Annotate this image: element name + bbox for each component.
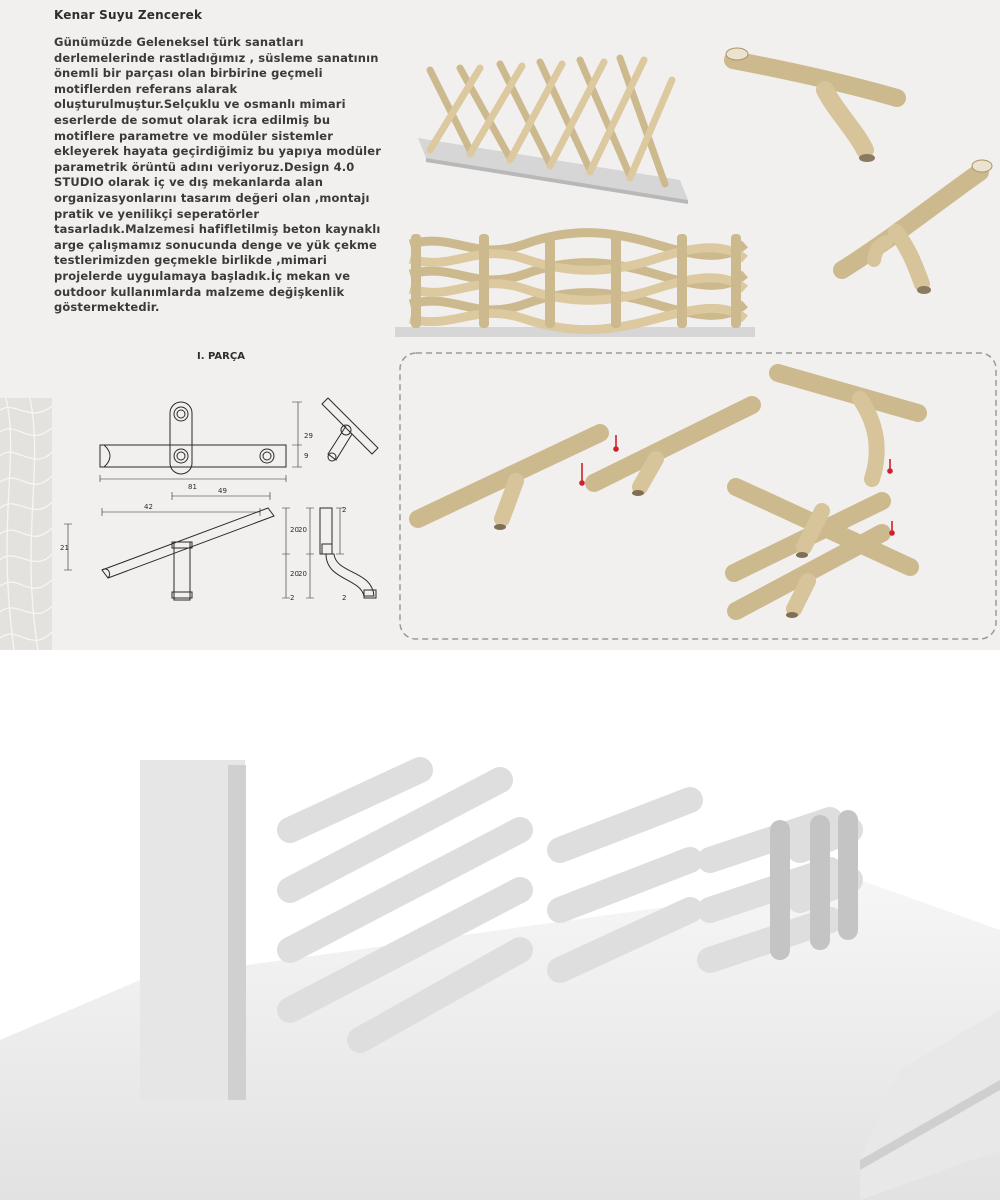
dim-side-v2: 20: [298, 570, 307, 578]
dim-side-v1: 20: [298, 526, 307, 534]
dim-plan-offset: 9: [304, 452, 309, 460]
dim-plan-width: 81: [188, 483, 197, 491]
wall-render: [0, 650, 1000, 1200]
plan-view: [100, 402, 302, 482]
module-render-bottom: [830, 150, 1000, 300]
dim-elev-v2: 20: [290, 570, 299, 578]
dim-side-bottom: 2: [342, 594, 347, 602]
tube-module-icon: [418, 373, 918, 611]
dim-elev-v3: 2: [290, 594, 295, 602]
side-texture-strip: [0, 398, 52, 650]
project-description: Günümüzde Geleneksel türk sanatları derlemelerinde rastladığımız , süsleme sanatının önemli bir parçası olan birbirine geçmeli motiflerden referans alarak oluşturulmuştur.Selçuklu ve osmanlı mimari eserlerde de somut olarak icra edilmiş bu motiflere parametre ve modüler sistemler ekleyerek hayata geçirdiğimiz bu yapıya modüler parametrik örüntü adını veriyoruz.Design 4.0 STUDIO olarak iç ve dış mekanlarda alan organizasyonlarını tasarım değeri olan ,montajı pratik ve yenilikçi seperatörler tasarladık.Malzemesi hafifletilmiş beton kaynaklı arge çalışmamız sonucunda denge ve yük çekme testlerimizden geçmekle birlikde ,mimari projelerde uygulamaya başladık.İç mekan ve outdoor kullanımlarda malzeme değişkenlik göstermektedir.: [54, 35, 382, 315]
isometric-view: [322, 398, 378, 461]
dim-elev-v1: 20: [290, 526, 299, 534]
dim-elev-inner: 42: [144, 503, 153, 511]
side-view: [306, 508, 376, 598]
assembly-diagram: [398, 351, 998, 641]
woven-wall-perspective: [410, 40, 700, 220]
elevation-view: [64, 492, 290, 600]
dim-elev-height: 21: [60, 544, 69, 552]
dim-plan-depth: 29: [304, 432, 313, 440]
dim-elev-width: 49: [218, 487, 227, 495]
woven-wall-front: [395, 222, 760, 344]
dim-side-top: 2: [342, 506, 347, 514]
sheet-title: Kenar Suyu Zencerek: [54, 8, 203, 22]
technical-drawings: [60, 390, 400, 610]
part-label: I. PARÇA: [197, 351, 245, 362]
